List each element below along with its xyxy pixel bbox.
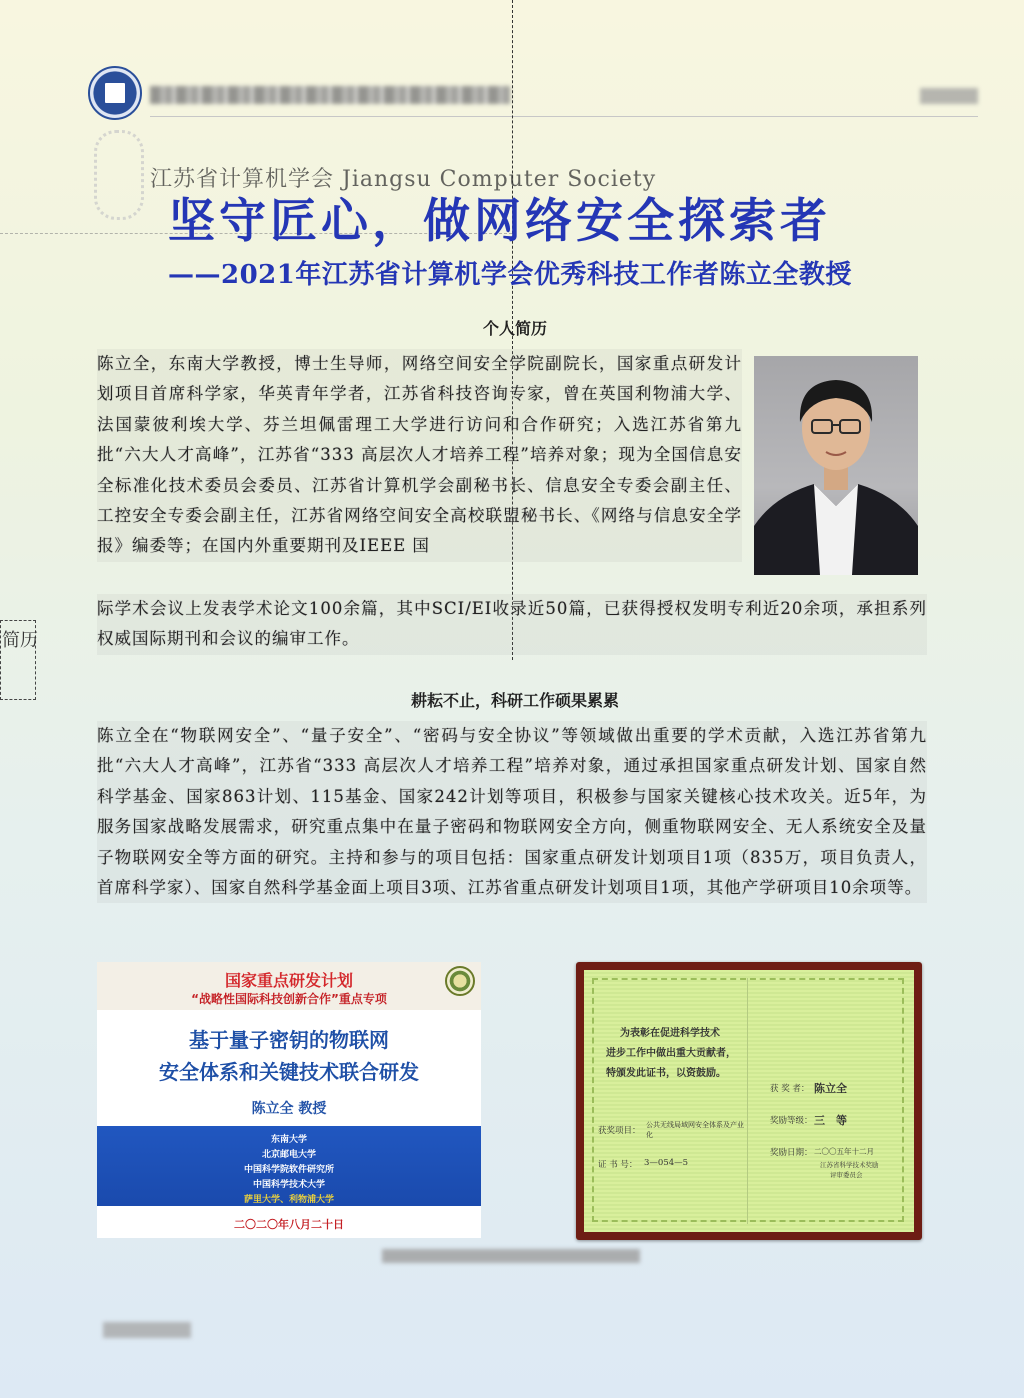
section-heading-research: 耕耘不止，科研工作硕果累累 [410, 691, 619, 710]
resume-paragraph: 陈立全，东南大学教授，博士生导师，网络空间安全学院副院长，国家重点研发计划项目首席科学家，华英青年学者，江苏省科技咨询专家，曾在英国利物浦大学、法国蒙彼利埃大学、芬兰坦佩雷理工大学进行访问和合作研究；入选江苏省第九批“六大人才高峰”，江苏省“333 高层次人才培养工程”培养对象；现为全国信息安全标准化技术委员会委员、江苏省计算机学会副秘书长、信息安全专委会副主任、工控安全专委会副主任，江苏省网络空间安全高校联盟秘书长、《网络与信息安全学报》编委等；在国内外重要期刊及IEEE 国 [97, 349, 742, 562]
cert-level-value: 三 等 [814, 1114, 847, 1127]
poster-person: 陈立全 教授 [251, 1101, 327, 1117]
poster-org: 中国科学技术大学 [252, 1180, 325, 1190]
side-label: 简历 [2, 630, 38, 651]
ghost-seal [94, 130, 144, 220]
cert-text-line1: 为表彰在促进科学技术 [620, 1028, 720, 1039]
header-divider [150, 116, 978, 117]
page-footer-blurred [103, 1322, 191, 1338]
poster-org: 中国科学院软件研究所 [243, 1165, 334, 1175]
portrait-photo [754, 356, 918, 575]
cert-text-line3: 特颁发此证书，以资鼓励。 [606, 1068, 726, 1079]
poster-org: 东南大学 [270, 1135, 307, 1145]
cert-number-value: 3—054—5 [644, 1158, 689, 1168]
poster-date: 二〇二〇年八月二十日 [234, 1218, 344, 1231]
resume-paragraph-continued: 际学术会议上发表学术论文100余篇，其中SCI/EI收录近50篇，已获得授权发明专利近20余项，承担系列权威国际期刊和会议的编审工作。 [97, 594, 927, 655]
cert-project-value: 公共无线局域网安全体系及产业化 [646, 1121, 744, 1139]
poster-org: 萨里大学、利物浦大学 [243, 1195, 334, 1205]
article-title: 坚守匠心，做网络安全探索者 [168, 194, 831, 249]
award-certificate [576, 962, 922, 1240]
cert-date-value: 二〇〇五年十二月 [814, 1147, 874, 1156]
cert-issuer-line2: 评审委员会 [830, 1171, 863, 1179]
emblem-icon [445, 966, 475, 996]
cert-text-line2: 进步工作中做出重大贡献者， [606, 1048, 736, 1059]
cert-level-label: 奖励等级： [770, 1116, 813, 1126]
poster-org: 北京邮电大学 [261, 1150, 316, 1160]
poster-org-band [97, 1126, 481, 1206]
cert-winner-label: 获 奖 者： [770, 1084, 810, 1094]
cert-winner-value: 陈立全 [814, 1082, 847, 1095]
header-text-blurred [150, 86, 510, 104]
poster-project-line2: 安全体系和关键技术联合研发 [159, 1060, 419, 1084]
ghost-header-line: 江苏省计算机学会 Jiangsu Computer Society [150, 167, 657, 192]
poster-project-line1: 基于量子密钥的物联网 [189, 1028, 389, 1052]
research-paragraph: 陈立全在“物联网安全”、“量子安全”、“密码与安全协议”等领域做出重要的学术贡献，入选江苏省第九批“六大人才高峰”，江苏省“333 高层次人才培养工程”培养对象，通过承担国家重点研发计划、国家自然科学基金、国家863计划、115基金、国家242计划等项目，积极参与国家关键核心技术攻关。近5年，为服务国家战略发展需求，研究重点集中在量子密码和物联网安全方向，侧重物联网安全、无人系统安全及量子物联网安全等方面的研究。主持和参与的项目包括：国家重点研发计划项目1项（835万，项目负责人，首席科学家）、国家自然科学基金面上项目3项、江苏省重点研发计划项目1项，其他产学研项目10余项等。 [97, 721, 927, 903]
poster-program: 国家重点研发计划 [224, 971, 353, 990]
page-tag-blurred [920, 88, 978, 104]
poster-special: “战略性国际科技创新合作”重点专项 [191, 992, 387, 1006]
figure-caption-blurred [382, 1249, 640, 1263]
article-subtitle: ——2021年江苏省计算机学会优秀科技工作者陈立全教授 [168, 260, 852, 290]
cert-issuer-line1: 江苏省科学技术奖励 [820, 1161, 879, 1169]
project-poster [97, 962, 481, 1238]
section-heading-resume: 个人简历 [482, 319, 547, 338]
society-logo [88, 66, 142, 120]
cert-date-label: 奖励日期： [770, 1148, 813, 1158]
cert-project-label: 获奖项目： [598, 1126, 641, 1136]
cert-number-label: 证 书 号： [598, 1160, 638, 1170]
